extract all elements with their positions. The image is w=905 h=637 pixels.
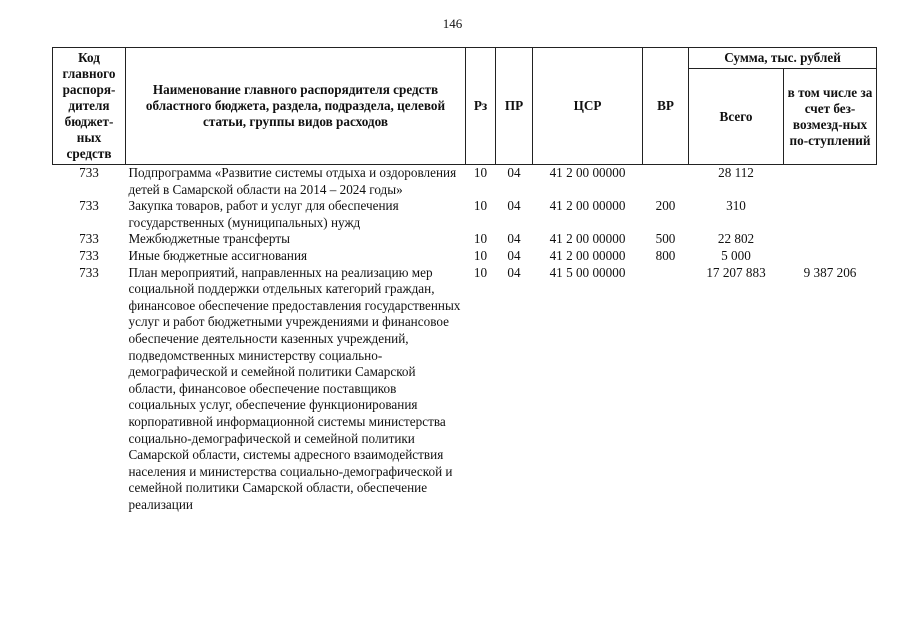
header-vr: ВР (643, 48, 689, 165)
cell-total: 28 112 (718, 165, 754, 180)
cell-free (784, 165, 877, 199)
header-rz: Рз (466, 48, 496, 165)
cell-total: 310 (726, 198, 746, 214)
cell-vr: 500 (655, 231, 676, 247)
cell-csr: 41 5 00 00000 (549, 264, 626, 280)
header-pr: ПР (496, 48, 533, 165)
cell-free (784, 198, 877, 231)
cell-name: Подпрограмма «Развитие системы отдыха и оздоровления детей в Самарской области на 2014 – 2024 годы» (128, 165, 457, 197)
cell-pr: 04 (507, 264, 521, 280)
cell-vr: 800 (655, 247, 676, 263)
cell-name: Межбюджетные трансферты (128, 231, 290, 247)
header-name: Наименование главного распорядителя средств областного бюджета, раздела, подраздела, целевой статьи, группы видов расходов (126, 48, 466, 165)
cell-name: План мероприятий, направленных на реализацию мер социальной поддержки отдельных категорий граждан, финансовое обеспечение предоставления государственных услуг и работ бюджетными учреждениями и финансовое обеспечение деятельности казенных учреждений, подведомственных министерству социально-демографической и семейной политики Самарской области, финансовое обеспечение поставщиков социальных услуг, обеспечение функционирования корпоративной информационной системы министерства социально-демографической и семейной политики Самарской области, системы адресного взаимодействия населения и министерства социально-демографической и семейной политики Самарской области, обеспечение реализации (128, 264, 461, 512)
header-csr: ЦСР (533, 48, 643, 165)
cell-name: Закупка товаров, работ и услуг для обеспечения государственных (муниципальных) нужд (128, 198, 399, 230)
cell-total: 22 802 (717, 231, 755, 247)
cell-code: 733 (79, 264, 99, 280)
cell-csr: 41 2 00 00000 (549, 165, 626, 180)
cell-vr (643, 165, 689, 199)
cell-rz: 10 (473, 247, 488, 263)
cell-free: 9 387 206 (803, 264, 857, 280)
cell-vr: 200 (655, 198, 676, 214)
cell-csr: 41 2 00 00000 (549, 231, 626, 247)
table-row (53, 231, 877, 248)
cell-name: Иные бюджетные ассигнования (128, 247, 308, 263)
cell-csr: 41 2 00 00000 (549, 247, 626, 263)
table-row (53, 198, 877, 231)
cell-free (784, 231, 877, 248)
header-sum: Сумма, тыс. рублей (689, 48, 877, 69)
cell-rz: 10 (473, 165, 488, 180)
cell-code: 733 (79, 198, 99, 214)
table-row (53, 165, 877, 199)
header-total: Всего (689, 69, 784, 165)
cell-pr: 04 (507, 231, 521, 247)
cell-rz: 10 (473, 198, 488, 214)
cell-pr: 04 (507, 165, 521, 180)
page-number: 146 (442, 16, 463, 31)
cell-code: 733 (79, 231, 99, 247)
header-free: в том числе за счет без-возмезд-ных по-ступлений (784, 69, 877, 165)
cell-csr: 41 2 00 00000 (549, 198, 626, 214)
table-row (53, 248, 877, 265)
cell-code: 733 (79, 165, 99, 180)
cell-total: 5 000 (721, 247, 751, 263)
cell-rz: 10 (473, 231, 488, 247)
cell-rz: 10 (473, 264, 488, 280)
cell-pr: 04 (507, 198, 521, 214)
cell-total: 17 207 883 (706, 264, 766, 280)
cell-pr: 04 (507, 247, 521, 263)
header-code: Код главного распоря-дителя бюджет-ных средств (53, 48, 126, 165)
budget-table (52, 47, 877, 513)
cell-free (784, 248, 877, 265)
cell-vr (643, 265, 689, 514)
cell-code: 733 (79, 247, 99, 263)
table-row (53, 265, 877, 514)
